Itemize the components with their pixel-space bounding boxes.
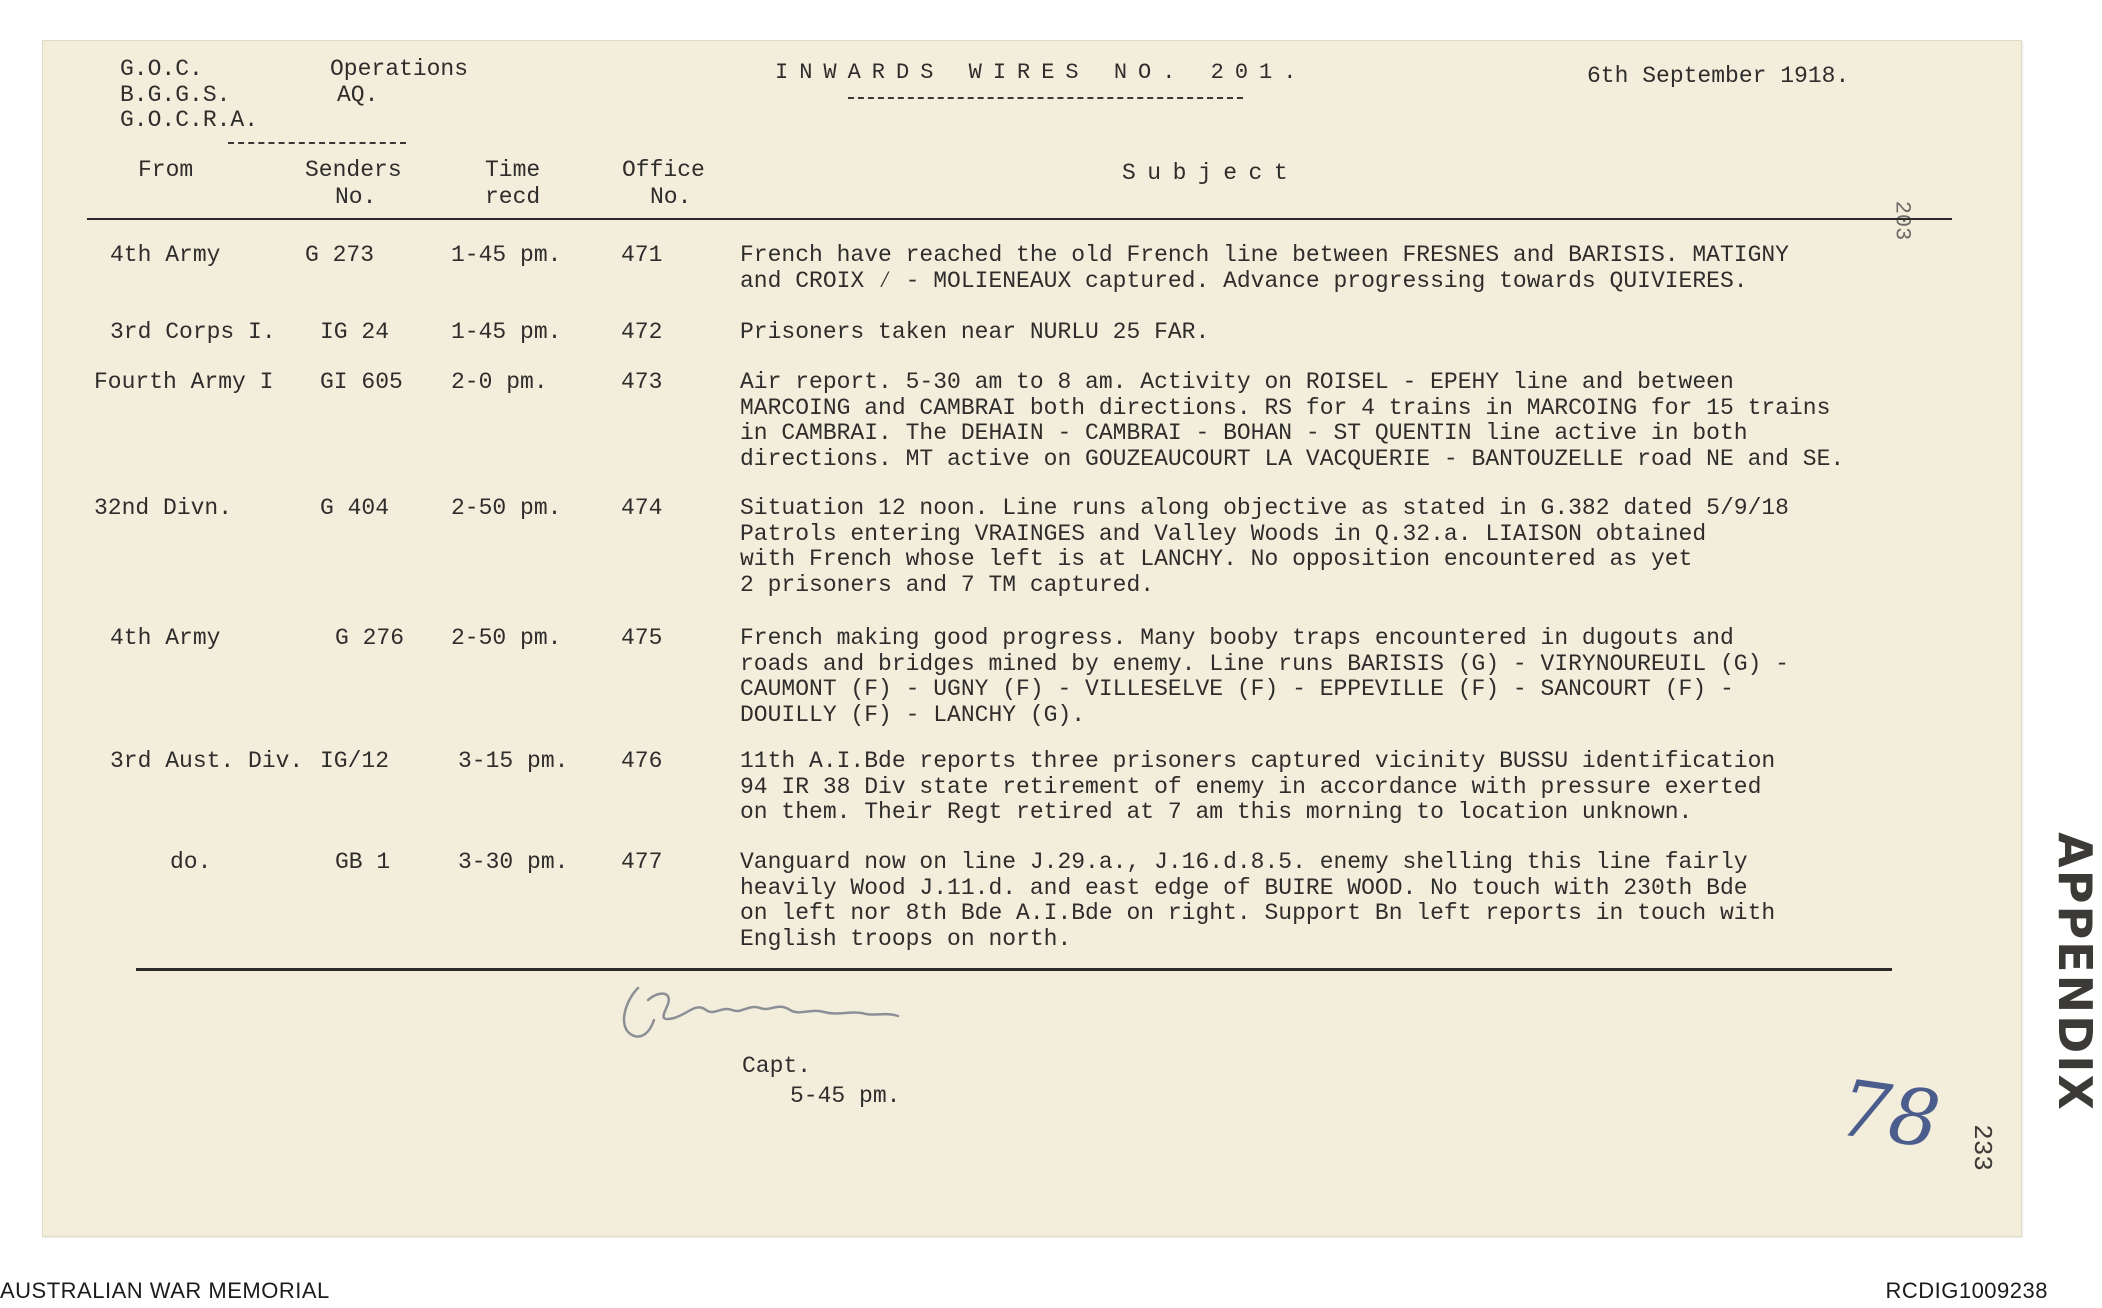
document-date: 6th September 1918. <box>1587 63 1850 89</box>
addressee-goc: G.O.C. <box>120 56 203 82</box>
row-senders-no: GI 605 <box>320 369 403 395</box>
col-header-senders: Senders <box>305 157 402 183</box>
row-subject <box>740 370 1844 472</box>
row-subject <box>740 243 1789 294</box>
row-from: 3rd Aust. Div. <box>110 748 304 774</box>
appendix-stamp: APPENDIX <box>2047 832 2102 1112</box>
title-underline <box>848 97 1243 99</box>
row-time: 1-45 pm. <box>451 242 562 268</box>
row-office-no: 477 <box>621 849 663 875</box>
subject-line: CAUMONT (F) - UGNY (F) - VILLESELVE (F) - EPPEVILLE (F) - SANCOURT (F) - <box>740 676 1734 702</box>
row-subject <box>740 850 1775 952</box>
svg-text:J Landsmann: J Landsmann <box>714 1033 800 1048</box>
document-title: INWARDS WIRES NO. 201. <box>775 60 1308 85</box>
col-header-office: Office <box>622 157 705 183</box>
subject-line: French making good progress. Many booby traps encountered in dugouts and <box>740 625 1734 651</box>
addressee-underline <box>228 142 406 144</box>
row-senders-no: IG/12 <box>320 748 390 774</box>
col-header-recd: recd <box>485 184 541 210</box>
row-from: 4th Army <box>110 242 221 268</box>
subject-line: French have reached the old French line between FRESNES and BARISIS. MATIGNY <box>740 242 1789 268</box>
row-time: 2-0 pm. <box>451 369 548 395</box>
row-office-no: 476 <box>621 748 663 774</box>
margin-ref-number: 203 <box>1889 200 1915 241</box>
row-time: 3-30 pm. <box>458 849 569 875</box>
row-senders-no: G 276 <box>335 625 405 651</box>
row-time: 3-15 pm. <box>458 748 569 774</box>
addressee-gocra: G.O.C.R.A. <box>120 107 259 133</box>
handwritten-number: 78 <box>1834 1063 1946 1167</box>
subject-line: 2 prisoners and 7 TM captured. <box>740 571 1155 598</box>
row-time: 2-50 pm. <box>451 625 562 651</box>
row-office-no: 474 <box>621 495 663 521</box>
copy-aq: AQ. <box>337 82 379 108</box>
row-subject <box>740 320 1209 346</box>
footer-source: AUSTRALIAN WAR MEMORIAL <box>0 1278 330 1303</box>
col-header-from: From <box>138 157 194 183</box>
signature-rank: Capt. <box>742 1053 812 1079</box>
subject-line: in CAMBRAI. The DEHAIN - CAMBRAI - BOHAN - ST QUENTIN line active in both <box>740 420 1748 446</box>
footer-id: RCDIG1009238 <box>1885 1278 2048 1303</box>
subject-line: DOUILLY (F) - LANCHY (G). <box>740 701 1086 728</box>
addressee-bggs: B.G.G.S. <box>120 82 231 108</box>
row-office-no: 473 <box>621 369 663 395</box>
row-senders-no: IG 24 <box>320 319 390 345</box>
row-office-no: 472 <box>621 319 663 345</box>
row-office-no: 475 <box>621 625 663 651</box>
row-subject <box>740 626 1789 728</box>
row-from: 4th Army <box>110 625 221 651</box>
subject-line: with French whose left is at LANCHY. No opposition encountered as yet <box>740 546 1693 572</box>
row-office-no: 471 <box>621 242 663 268</box>
copy-operations: Operations <box>330 56 469 82</box>
row-from: Fourth Army I <box>94 369 274 395</box>
subject-line: Vanguard now on line J.29.a., J.16.d.8.5. enemy shelling this line fairly <box>740 849 1748 875</box>
subject-line: roads and bridges mined by enemy. Line runs BARISIS (G) - VIRYNOUREUIL (G) - <box>740 650 1789 677</box>
subject-line: Prisoners taken near NURLU 25 FAR. <box>740 319 1210 345</box>
row-senders-no: G 273 <box>305 242 375 268</box>
bottom-rule <box>136 968 1892 971</box>
subject-line: heavily Wood J.11.d. and east edge of BUIRE WOOD. No touch with 230th Bde <box>740 874 1748 901</box>
subject-line: Air report. 5-30 am to 8 am. Activity on ROISEL - EPEHY line and between <box>740 369 1734 395</box>
handwritten-signature <box>614 980 934 1050</box>
subject-line: 94 IR 38 Div state retirement of enemy in accordance with pressure exerted <box>740 773 1762 800</box>
subject-line: Situation 12 noon. Line runs along objective as stated in G.382 dated 5/9/18 <box>740 495 1789 521</box>
stamp-page-number: 233 <box>1966 1124 1997 1171</box>
row-from: 3rd Corps I. <box>110 319 276 345</box>
subject-line: directions. MT active on GOUZEAUCOURT LA VACQUERIE - BANTOUZELLE road NE and SE. <box>740 445 1845 472</box>
row-from: do. <box>170 849 212 875</box>
col-header-time: Time <box>485 157 541 183</box>
row-senders-no: GB 1 <box>335 849 391 875</box>
col-header-office-no: No. <box>650 184 692 210</box>
header-rule <box>87 218 1952 220</box>
row-time: 1-45 pm. <box>451 319 562 345</box>
row-time: 2-50 pm. <box>451 495 562 521</box>
signature-time: 5-45 pm. <box>790 1083 901 1109</box>
subject-line: MARCOING and CAMBRAI both directions. RS for 4 trains in MARCOING for 15 trains <box>740 394 1831 421</box>
subject-line: on them. Their Regt retired at 7 am this morning to location unknown. <box>740 799 1693 825</box>
subject-line: Patrols entering VRAINGES and Valley Woods in Q.32.a. LIAISON obtained <box>740 520 1707 547</box>
subject-line: and CROIX ⁄ - MOLIENEAUX captured. Advance progressing towards QUIVIERES. <box>740 267 1748 294</box>
col-header-subject: Subject <box>1122 160 1300 186</box>
col-header-senders-no: No. <box>335 184 377 210</box>
subject-line: 11th A.I.Bde reports three prisoners captured vicinity BUSSU identification <box>740 748 1776 774</box>
row-from: 32nd Divn. <box>94 495 233 521</box>
row-subject <box>740 749 1775 826</box>
row-subject <box>740 496 1789 598</box>
subject-line: English troops on north. <box>740 925 1072 952</box>
subject-line: on left nor 8th Bde A.I.Bde on right. Support Bn left reports in touch with <box>740 900 1776 926</box>
row-senders-no: G 404 <box>320 495 390 521</box>
